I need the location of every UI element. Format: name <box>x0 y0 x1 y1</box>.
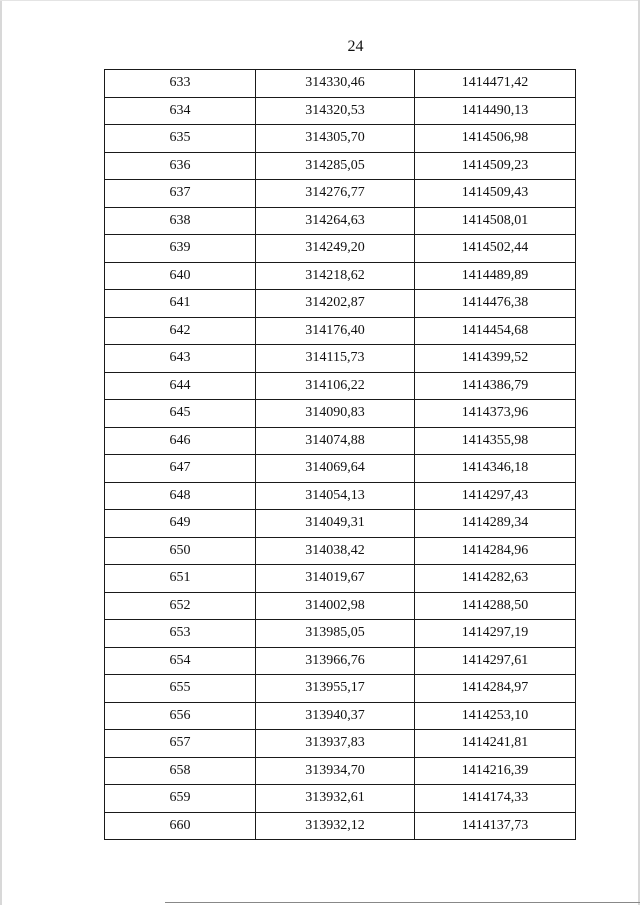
y-coordinate-cell: 1414506,98 <box>415 125 576 153</box>
point-number-cell: 653 <box>105 620 256 648</box>
table-row <box>105 372 576 400</box>
x-coordinate-cell: 314218,62 <box>256 262 415 290</box>
table-row <box>105 592 576 620</box>
table-row <box>105 812 576 840</box>
y-coordinate-cell: 1414399,52 <box>415 345 576 373</box>
point-number-cell: 657 <box>105 730 256 758</box>
table-row <box>105 400 576 428</box>
x-coordinate-cell: 313940,37 <box>256 702 415 730</box>
point-number-cell: 645 <box>105 400 256 428</box>
table-row <box>105 70 576 98</box>
y-coordinate-cell: 1414346,18 <box>415 455 576 483</box>
x-coordinate-cell: 314320,53 <box>256 97 415 125</box>
table-row <box>105 235 576 263</box>
y-coordinate-cell: 1414216,39 <box>415 757 576 785</box>
y-coordinate-cell: 1414297,61 <box>415 647 576 675</box>
point-number-cell: 649 <box>105 510 256 538</box>
x-coordinate-cell: 313932,61 <box>256 785 415 813</box>
table-row <box>105 125 576 153</box>
page-number: 24 <box>347 38 364 55</box>
bottom-divider <box>165 902 640 903</box>
table-row <box>105 97 576 125</box>
point-number-cell: 639 <box>105 235 256 263</box>
table-row <box>105 510 576 538</box>
x-coordinate-cell: 314074,88 <box>256 427 415 455</box>
y-coordinate-cell: 1414288,50 <box>415 592 576 620</box>
y-coordinate-cell: 1414174,33 <box>415 785 576 813</box>
y-coordinate-cell: 1414297,43 <box>415 482 576 510</box>
y-coordinate-cell: 1414476,38 <box>415 290 576 318</box>
table-row <box>105 647 576 675</box>
table-row <box>105 152 576 180</box>
point-number-cell: 647 <box>105 455 256 483</box>
x-coordinate-cell: 314019,67 <box>256 565 415 593</box>
x-coordinate-cell: 313985,05 <box>256 620 415 648</box>
x-coordinate-cell: 313932,12 <box>256 812 415 840</box>
x-coordinate-cell: 314002,98 <box>256 592 415 620</box>
x-coordinate-cell: 314285,05 <box>256 152 415 180</box>
point-number-cell: 641 <box>105 290 256 318</box>
point-number-cell: 643 <box>105 345 256 373</box>
y-coordinate-cell: 1414490,13 <box>415 97 576 125</box>
x-coordinate-cell: 314049,31 <box>256 510 415 538</box>
table-row <box>105 620 576 648</box>
point-number-cell: 634 <box>105 97 256 125</box>
point-number-cell: 648 <box>105 482 256 510</box>
point-number-cell: 642 <box>105 317 256 345</box>
table-row <box>105 730 576 758</box>
table-row <box>105 675 576 703</box>
point-number-cell: 659 <box>105 785 256 813</box>
x-coordinate-cell: 314069,64 <box>256 455 415 483</box>
point-number-cell: 654 <box>105 647 256 675</box>
x-coordinate-cell: 314090,83 <box>256 400 415 428</box>
x-coordinate-cell: 314264,63 <box>256 207 415 235</box>
coordinates-table <box>104 69 576 840</box>
x-coordinate-cell: 314330,46 <box>256 70 415 98</box>
x-coordinate-cell: 314115,73 <box>256 345 415 373</box>
point-number-cell: 658 <box>105 757 256 785</box>
x-coordinate-cell: 313966,76 <box>256 647 415 675</box>
x-coordinate-cell: 314038,42 <box>256 537 415 565</box>
y-coordinate-cell: 1414386,79 <box>415 372 576 400</box>
point-number-cell: 635 <box>105 125 256 153</box>
y-coordinate-cell: 1414253,10 <box>415 702 576 730</box>
table-row <box>105 482 576 510</box>
y-coordinate-cell: 1414241,81 <box>415 730 576 758</box>
point-number-cell: 637 <box>105 180 256 208</box>
y-coordinate-cell: 1414284,97 <box>415 675 576 703</box>
y-coordinate-cell: 1414137,73 <box>415 812 576 840</box>
y-coordinate-cell: 1414282,63 <box>415 565 576 593</box>
point-number-cell: 638 <box>105 207 256 235</box>
table-row <box>105 207 576 235</box>
table-row <box>105 537 576 565</box>
table-row <box>105 262 576 290</box>
point-number-cell: 652 <box>105 592 256 620</box>
y-coordinate-cell: 1414373,96 <box>415 400 576 428</box>
point-number-cell: 655 <box>105 675 256 703</box>
x-coordinate-cell: 314305,70 <box>256 125 415 153</box>
point-number-cell: 644 <box>105 372 256 400</box>
x-coordinate-cell: 313937,83 <box>256 730 415 758</box>
point-number-cell: 633 <box>105 70 256 98</box>
point-number-cell: 646 <box>105 427 256 455</box>
table-row <box>105 757 576 785</box>
page-left-edge <box>0 0 2 905</box>
table-row <box>105 785 576 813</box>
coordinates-table-body <box>105 70 576 840</box>
table-row <box>105 455 576 483</box>
point-number-cell: 651 <box>105 565 256 593</box>
y-coordinate-cell: 1414454,68 <box>415 317 576 345</box>
x-coordinate-cell: 314249,20 <box>256 235 415 263</box>
point-number-cell: 660 <box>105 812 256 840</box>
point-number-cell: 640 <box>105 262 256 290</box>
x-coordinate-cell: 313934,70 <box>256 757 415 785</box>
x-coordinate-cell: 314276,77 <box>256 180 415 208</box>
y-coordinate-cell: 1414509,43 <box>415 180 576 208</box>
table-row <box>105 317 576 345</box>
y-coordinate-cell: 1414289,34 <box>415 510 576 538</box>
y-coordinate-cell: 1414355,98 <box>415 427 576 455</box>
page-top-edge <box>0 0 640 1</box>
x-coordinate-cell: 314054,13 <box>256 482 415 510</box>
table-row <box>105 427 576 455</box>
y-coordinate-cell: 1414297,19 <box>415 620 576 648</box>
point-number-cell: 636 <box>105 152 256 180</box>
x-coordinate-cell: 313955,17 <box>256 675 415 703</box>
x-coordinate-cell: 314176,40 <box>256 317 415 345</box>
x-coordinate-cell: 314106,22 <box>256 372 415 400</box>
table-row <box>105 180 576 208</box>
x-coordinate-cell: 314202,87 <box>256 290 415 318</box>
y-coordinate-cell: 1414284,96 <box>415 537 576 565</box>
y-coordinate-cell: 1414508,01 <box>415 207 576 235</box>
y-coordinate-cell: 1414471,42 <box>415 70 576 98</box>
y-coordinate-cell: 1414509,23 <box>415 152 576 180</box>
table-row <box>105 345 576 373</box>
point-number-cell: 656 <box>105 702 256 730</box>
y-coordinate-cell: 1414489,89 <box>415 262 576 290</box>
table-row <box>105 565 576 593</box>
table-row <box>105 290 576 318</box>
y-coordinate-cell: 1414502,44 <box>415 235 576 263</box>
point-number-cell: 650 <box>105 537 256 565</box>
table-row <box>105 702 576 730</box>
